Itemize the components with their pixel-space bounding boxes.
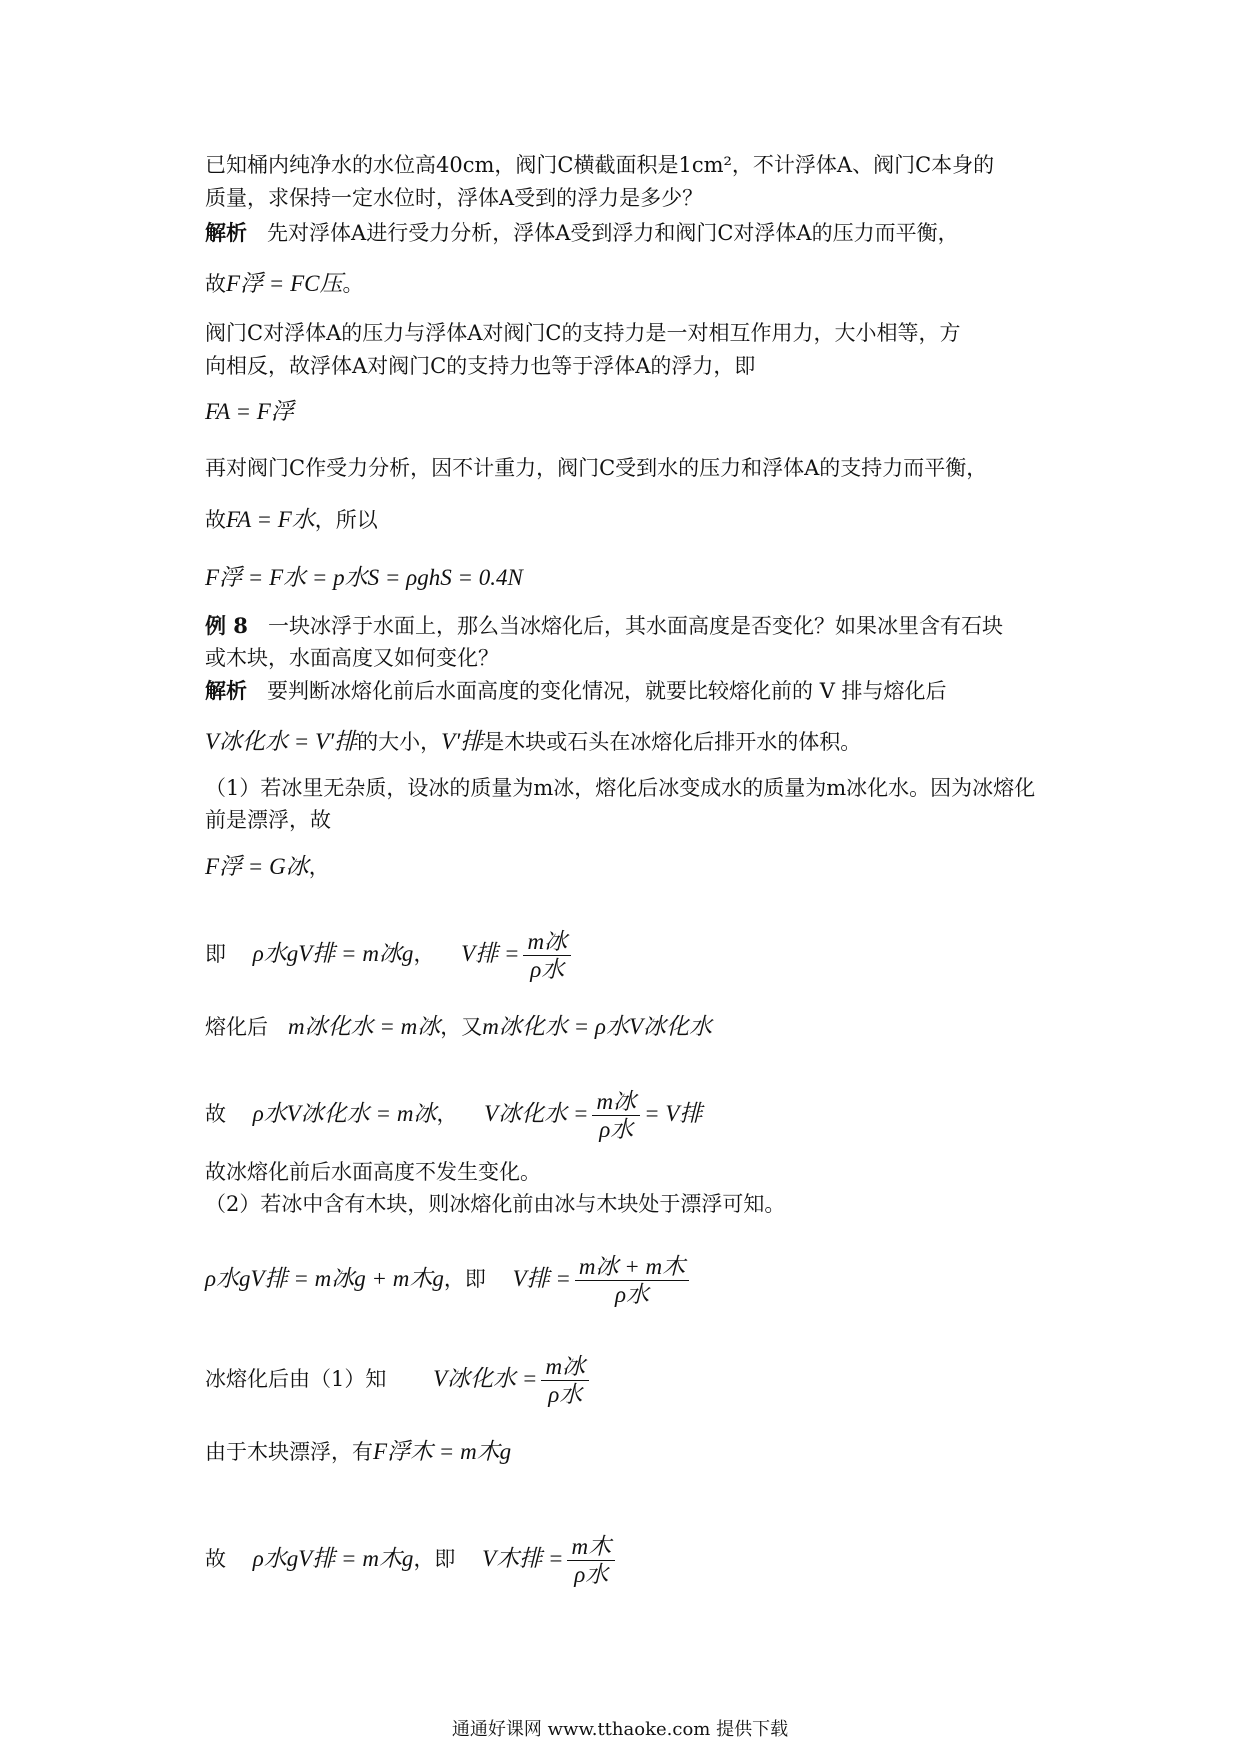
fraction: $\frac{\text{m冰}}{\text{ρ水}}$ — [523, 930, 571, 981]
text-line: 质量，求保持一定水位时，浮体A受到的浮力是多少？ — [205, 186, 704, 210]
formula: V冰化水 = V′排 — [205, 729, 358, 754]
text-line: 解析 先对浮体A进行受力分析，浮体A受到浮力和阀门C对浮体A的压力而平衡， — [205, 220, 959, 245]
text-line: 再对阀门C作受力分析，因不计重力，阀门C受到水的压力和浮体A的支持力而平衡， — [205, 456, 988, 480]
formula-line: F浮 = F水 = p水S = ρghS = 0.4N — [205, 565, 523, 590]
fraction: $\frac{\text{m冰}}{\text{ρ水}}$ — [541, 1355, 589, 1406]
analysis-label: 解析 — [205, 220, 247, 245]
text-line: 故F浮 = FC压。 — [205, 271, 364, 296]
text-line: 阀门C对浮体A的压力与浮体A对阀门C的支持力是一对相互作用力，大小相等，方 — [205, 321, 961, 345]
text-line: 故FA = F水，所以 — [205, 507, 378, 532]
formula-line: F浮 = G冰， — [205, 854, 330, 879]
text-line: 或木块，水面高度又如何变化？ — [205, 646, 499, 670]
formula-line: 冰熔化后由（1）知 V冰化水 = $\frac{\text{m冰}}{\text{ρ水}}$ — [205, 1355, 593, 1406]
text-line: 解析 要判断冰熔化前后水面高度的变化情况，就要比较熔化前的 V 排与熔化后 — [205, 678, 947, 703]
formula-line: 由于木块漂浮，有F浮木 = m木g — [205, 1439, 512, 1464]
formula-line: 熔化后 m冰化水 = m冰，又m冰化水 = ρ水V冰化水 — [205, 1014, 713, 1039]
formula-line: 故 ρ水gV排 = m木g，即 V木排 = $\frac{\text{m木}}{\text{ρ水}}$ — [205, 1535, 619, 1586]
text-line: （1）若冰里无杂质，设冰的质量为m冰，熔化后冰变成水的质量为m冰化水。因为冰熔化 — [205, 776, 1036, 800]
formula: V′排 — [441, 729, 484, 754]
text-line: 已知桶内纯净水的水位高40cm，阀门C横截面积是1cm²，不计浮体A、阀门C本身的 — [205, 153, 995, 177]
example-label: 例 8 — [205, 613, 248, 638]
formula-line: 故 ρ水V冰化水 = m冰， V冰化水 = $\frac{\text{m冰}}{\text{ρ水}}$ = V排 — [205, 1089, 703, 1142]
text-line: 向相反，故浮体A对阀门C的支持力也等于浮体A的浮力，即 — [205, 354, 756, 378]
formula-line: 即 ρ水gV排 = m冰g， V排 = $\frac{\text{m冰}}{\text{ρ水}}$ — [205, 930, 575, 981]
formula: FA = F水 — [226, 507, 315, 532]
text-line: 故冰熔化前后水面高度不发生变化。 — [205, 1160, 541, 1184]
page-footer: 通通好课网 www.tthaoke.com 提供下载 — [451, 1719, 789, 1740]
formula-line: FA = F浮 — [205, 399, 294, 424]
text-line: （2）若冰中含有木块，则冰熔化前由冰与木块处于漂浮可知。 — [205, 1192, 786, 1216]
analysis-label: 解析 — [205, 678, 247, 703]
text-line: 例 8 一块冰浮于水面上，那么当冰熔化后，其水面高度是否变化？如果冰里含有石块 — [205, 613, 1003, 638]
fraction: $\frac{\text{m冰}}{\text{ρ水}}$ — [592, 1090, 640, 1141]
formula-line: ρ水gV排 = m冰g + m木g，即 V排 = $\frac{\text{m冰 + m木}}{\text{ρ水}}$ — [205, 1255, 693, 1306]
fraction: $\frac{\text{m木}}{\text{ρ水}}$ — [567, 1535, 615, 1586]
text-line: V冰化水 = V′排的大小，V′排是木块或石头在冰熔化后排开水的体积。 — [205, 729, 862, 754]
formula: F浮 = FC压 — [226, 271, 343, 296]
text-line: 前是漂浮，故 — [205, 808, 331, 832]
fraction: $\frac{\text{m冰 + m木}}{\text{ρ水}}$ — [575, 1255, 689, 1306]
